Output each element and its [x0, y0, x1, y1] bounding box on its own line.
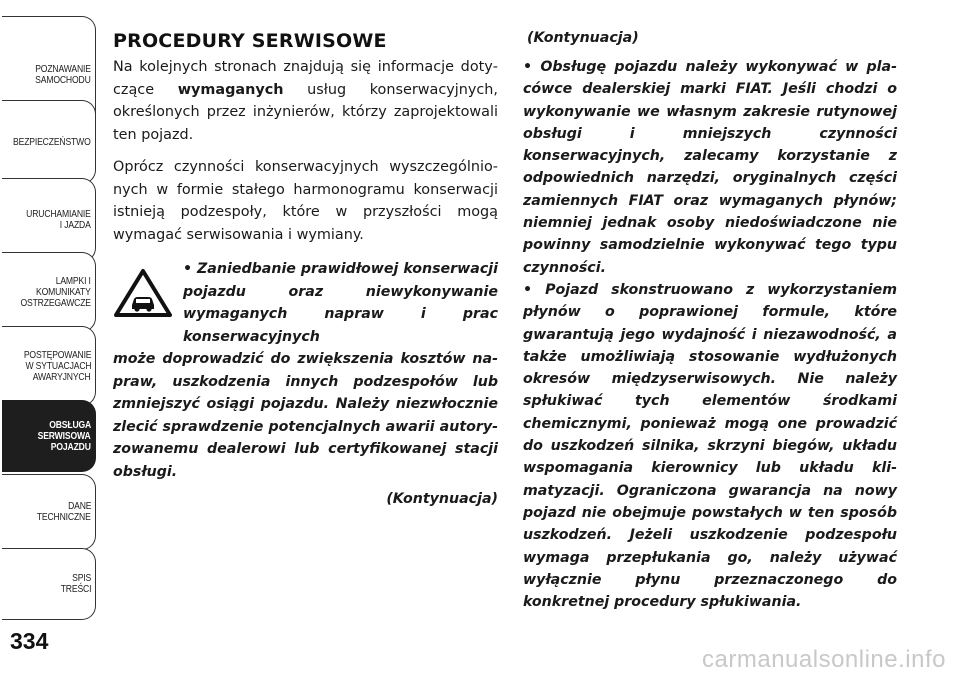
tab-label-line: OSTRZEGAWCZE [20, 296, 91, 309]
tab-postepowanie-w-sytuacjach[interactable] [2, 326, 96, 406]
tab-label-line: DANE [67, 500, 91, 512]
tab-label-line: KOMUNIKATY [36, 285, 91, 298]
tab-uruchamianie-i-jazda[interactable] [2, 178, 96, 262]
tab-label-line: I JAZDA [60, 219, 91, 231]
continued-label-left: (Kontynuacja) [386, 491, 498, 507]
tab-obsluga-serwisowa-pojazdu[interactable] [2, 400, 96, 472]
tab-lampki-i-komunikaty[interactable] [2, 252, 96, 332]
tab-label-line: W SYTUACJACH [25, 359, 91, 372]
tab-label-line: POZNAWANIE [35, 63, 91, 75]
bullet-fiat-service: • Obsługę pojazdu należy wykonywać w placówce dealerskiej marki FIAT. Jeśli chodzi o wykonywanie we własnym zakresie rutynowej obsługi i mniejszych czynności konserwacyjnych, zalecamy korzystanie z odpowiednich narzędzi, oryginalnych części zamiennych FIAT oraz wymaganych płynów; niemniej jednak osoby niedoświadczone nie powinny samodzielnie wykonywać tego typu czynności. [523, 59, 897, 276]
watermark: carmanualsonline.info [702, 646, 946, 673]
bold-term: wymaganych [177, 81, 284, 98]
tab-label-line: BEZPIECZEŃSTWO [13, 135, 91, 148]
section-title: PROCEDURY SERWISOWE [113, 30, 387, 52]
tab-spis-tresci[interactable] [2, 548, 96, 620]
tab-dane-techniczne[interactable] [2, 474, 96, 550]
page-number: 334 [10, 628, 49, 654]
tab-bezpieczenstwo[interactable] [2, 100, 96, 184]
sidebar [0, 0, 100, 678]
tab-label-line: OBSŁUGA [49, 418, 91, 431]
warning-block [113, 258, 498, 507]
tab-label-line: URUCHAMIANIE [26, 208, 91, 220]
tab-label-line: TECHNICZNE [37, 511, 91, 523]
second-paragraph: Oprócz czynności konserwacyjnych wyszczególnionych w formie stałego harmonogramu konserwacji istnieją podzespoły, które w przyszłości mogą wymagać serwisowania i wymiany. [113, 159, 498, 243]
warning-text-rest: może doprowadzić do zwiększenia kosztów napraw, uszkodzenia innych podzespołów lub zmniejszyć osiągi pojazdu. Należy niezwłocznie zlecić sprawdzenie potencjalnych awarii autoryzowanemu dealerowi lub certyfikowanej stacji obsługi. [113, 351, 498, 480]
tab-label-line: TREŚCI [60, 583, 91, 595]
tab-label-line: LAMPKI I [55, 274, 91, 287]
right-column [523, 30, 897, 613]
tab-label-line: POJAZDU [50, 440, 91, 453]
tab-label-line: POSTĘPOWANIE [23, 348, 91, 361]
continued-label-right: (Kontynuacja) [527, 30, 639, 46]
intro-paragraph: Na kolejnych stronach znajdują się informacje dotyczące wymaganych usług konserwacyjnych, określonych przez inżynierów, którzy zaprojektowali ten pojazd. [113, 59, 498, 143]
tab-label-line: AWARYJNYCH [33, 370, 91, 383]
left-column [113, 30, 498, 507]
tab-label-line: SERWISOWA [38, 429, 91, 442]
bullet-fluids: • Pojazd skonstruowano z wykorzystaniem płynów o poprawionej formule, które gwarantują jego wydajność i niezawodność, a także umożliwiają stosowanie wydłużonych okresów międzyserwisowych. Nie należy spłukiwać tych elementów środkami chemicznymi, ponieważ mogą one prowadzić do uszkodzeń silnika, skrzyni biegów, układu wspomagania kierownicy lub układu klimatyzacji. Ograniczona gwarancja na nowy pojazd nie obejmuje powstałych w ten sposób uszkodzeń. Jeżeli uszkodzenie podzespołu wymaga przepłukania go, należy używać wyłącznie płynu przeznaczonego do konkretnej procedury spłukiwania. [523, 281, 897, 611]
tab-label-line: SAMOCHODU [35, 74, 91, 86]
warning-text-indented: • Zaniedbanie prawidłowej konserwacji pojazdu oraz niewykonywanie wymaganych napraw i prac konserwacyjnych [183, 261, 498, 345]
warning-triangle-car-icon [113, 268, 173, 318]
tab-label-line: SPIS [72, 572, 91, 584]
